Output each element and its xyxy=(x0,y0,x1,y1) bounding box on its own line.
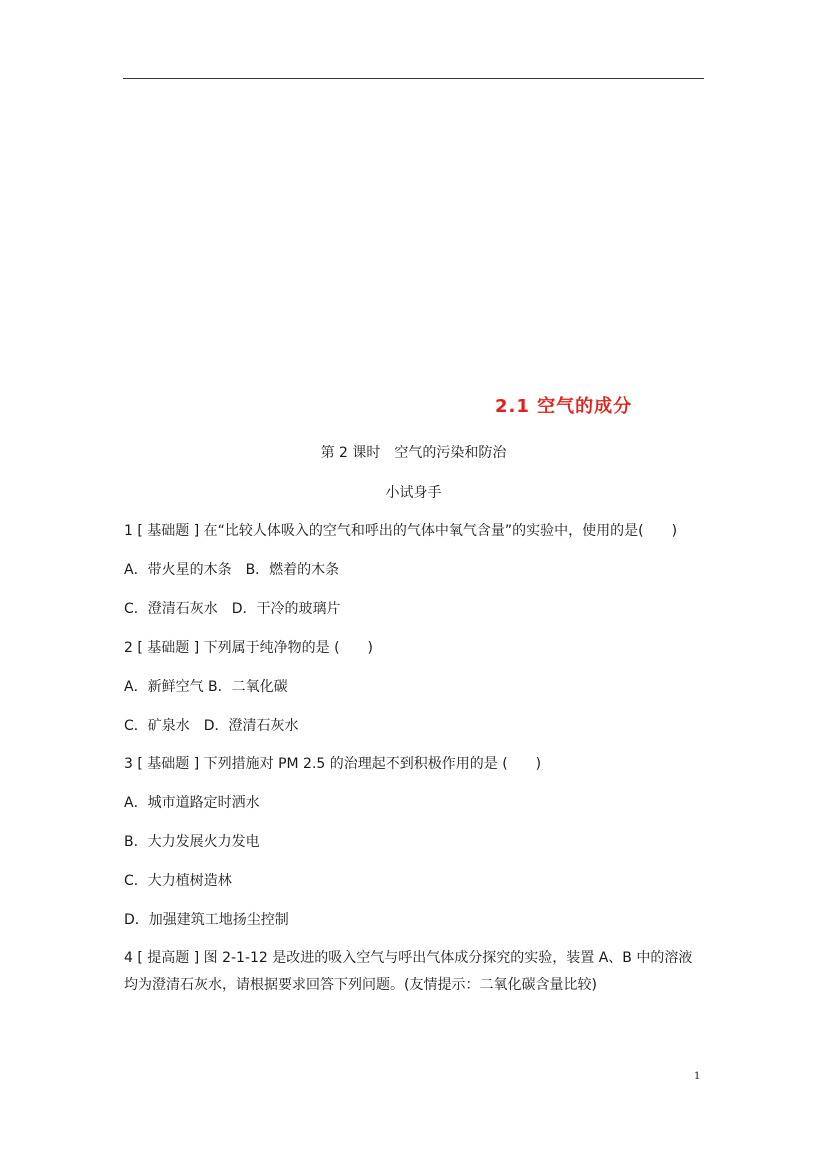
section-heading: 小试身手 xyxy=(385,485,442,501)
question-1-option-line: A．带火星的木条 B．燃着的木条 xyxy=(124,562,340,578)
question-2-option-line: A．新鲜空气 B．二氧化碳 xyxy=(124,679,288,695)
lesson-subtitle: 第 2 课时 空气的污染和防治 xyxy=(320,445,507,461)
question-1-option-line: C．澄清石灰水 D．干冷的玻璃片 xyxy=(124,601,341,617)
question-2-stem: 2 [ 基础题 ] 下列属于纯净物的是 ( ) xyxy=(124,640,374,656)
question-3-option: B．大力发展火力发电 xyxy=(124,834,260,850)
page-number: 1 xyxy=(694,1071,701,1082)
question-1-stem: 1 [ 基础题 ] 在“比较人体吸入的空气和呼出的气体中氧气含量”的实验中，使用的是( ) xyxy=(124,523,678,539)
question-3-option: A．城市道路定时洒水 xyxy=(124,795,260,811)
question-3-stem: 3 [ 基础题 ] 下列措施对 PM 2.5 的治理起不到积极作用的是 ( ) xyxy=(124,756,542,772)
header-rule xyxy=(123,78,704,79)
question-3-option: D．加强建筑工地扬尘控制 xyxy=(124,912,289,928)
chapter-title: 2.1 空气的成分 xyxy=(495,396,633,417)
question-2-option-line: C．矿泉水 D．澄清石灰水 xyxy=(124,718,299,734)
question-3-option: C．大力植树造林 xyxy=(124,873,232,889)
question-4-stem-line: 均为澄清石灰水，请根据要求回答下列问题。(友情提示：二氧化碳含量比较) xyxy=(124,977,597,993)
question-4-stem-line: 4 [ 提高题 ] 图 2-1-12 是改进的吸入空气与呼出气体成分探究的实验，装置 A、B 中的溶液 xyxy=(124,950,693,966)
